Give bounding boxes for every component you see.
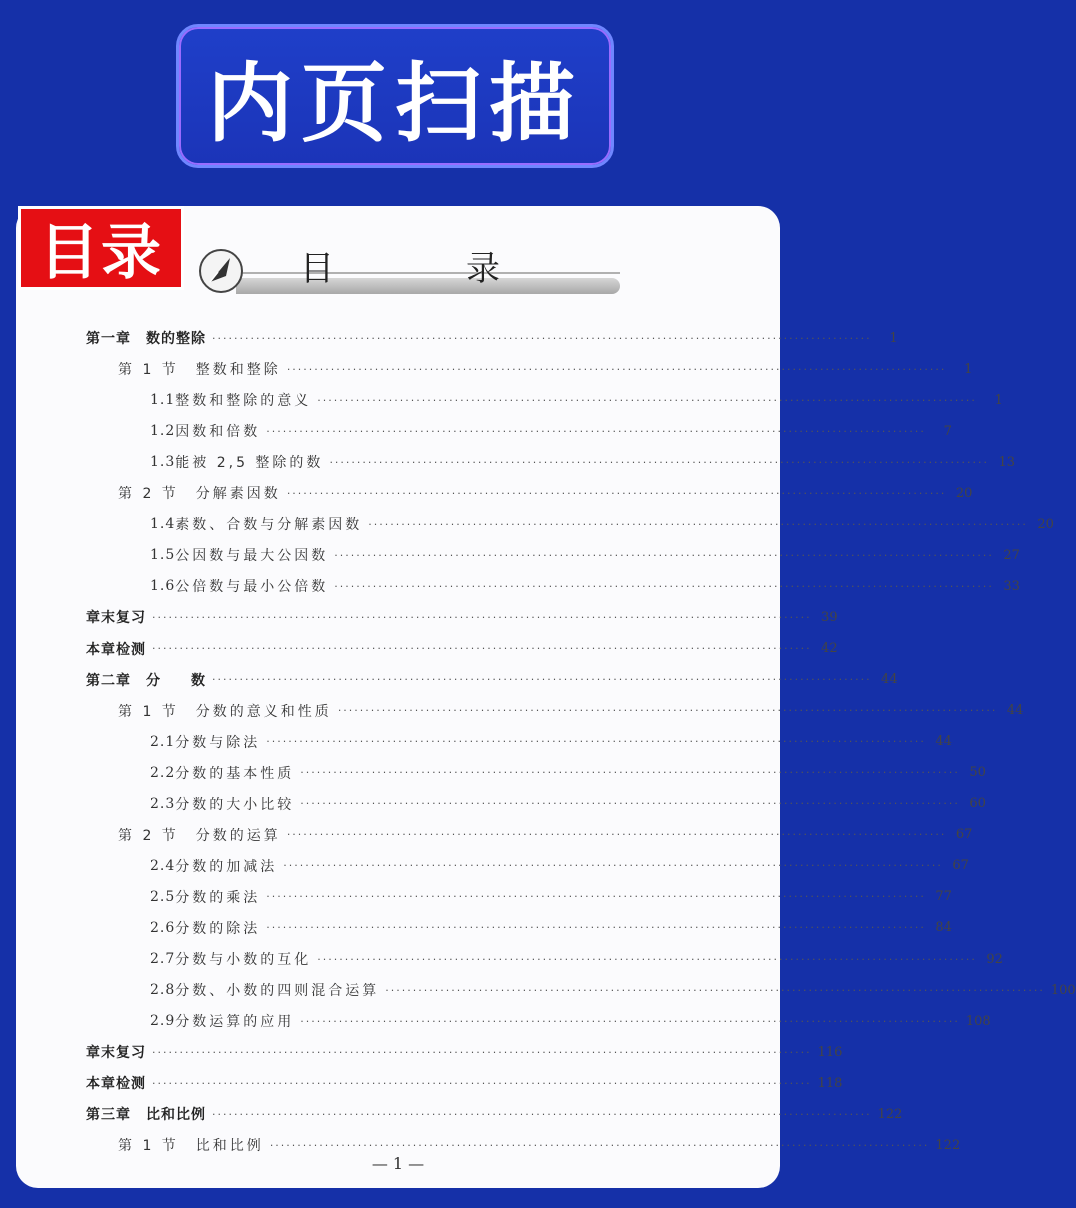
toc-entry-title: 第 2 节 分解素因数	[118, 486, 281, 503]
toc-entry-page: 42	[821, 641, 838, 656]
toc-entry-number: 2.2	[150, 764, 176, 781]
toc-entry-title: 第一章 数的整除	[86, 331, 206, 347]
toc-entry-title: 分数的基本性质	[175, 765, 295, 782]
toc-entry	[118, 825, 973, 845]
toc-entry	[150, 949, 1003, 969]
toc-entry	[150, 421, 952, 441]
table-of-contents	[16, 206, 1076, 1188]
toc-entry	[118, 483, 973, 503]
toc-leader-dots: ························································································································	[266, 735, 926, 749]
toc-entry	[150, 452, 1016, 472]
toc-entry-page: 92	[986, 951, 1003, 967]
toc-entry-number: 1.6	[150, 578, 176, 595]
toc-entry-page: 1	[994, 392, 1003, 408]
toc-leader-dots: ························································································································	[152, 1045, 812, 1059]
toc-entry	[150, 545, 1020, 565]
toc-entry	[86, 328, 898, 348]
toc-entry-title: 第 1 节 分数的意义和性质	[118, 703, 332, 720]
toc-entry	[86, 607, 838, 627]
toc-entry-title: 第 1 节 整数和整除	[118, 362, 281, 379]
toc-leader-dots: ························································································································	[286, 828, 947, 842]
toc-entry-title: 分数的除法	[175, 920, 261, 937]
toc-entry-page: 39	[821, 609, 838, 625]
toc-entry-page: 122	[935, 1137, 961, 1153]
toc-entry-page: 108	[965, 1013, 991, 1029]
toc-heading-char-1: 目	[300, 248, 334, 289]
toc-entry	[150, 514, 1054, 534]
toc-entry-title: 分数与小数的互化	[175, 952, 312, 968]
toc-entry-number: 2.7	[150, 951, 176, 967]
toc-entry-title: 分数运算的应用	[175, 1014, 295, 1031]
toc-entry-title: 分数的乘法	[175, 889, 261, 906]
toc-leader-dots: ························································································································	[286, 362, 947, 376]
toc-entry	[150, 794, 986, 814]
toc-entry	[150, 576, 1020, 596]
toc-entry-title: 章末复习	[86, 1045, 146, 1062]
toc-leader-dots: ························································································································	[283, 859, 943, 873]
toc-entry-page: 77	[935, 889, 952, 905]
toc-entry-number: 2.8	[150, 982, 176, 999]
toc-entry	[150, 390, 1003, 410]
toc-entry-number: 1.2	[150, 423, 176, 440]
toc-entry-page: 7	[943, 423, 952, 439]
toc-entry-page: 118	[817, 1075, 843, 1091]
toc-leader-dots: ························································································································	[300, 766, 960, 780]
toc-leader-dots: ························································································································	[152, 1076, 812, 1090]
toc-entry-title: 第三章 比和比例	[86, 1107, 206, 1124]
toc-entry-page: 44	[881, 672, 898, 688]
section-tag-label: 目录	[39, 218, 163, 288]
toc-entry	[86, 670, 898, 690]
toc-entry-page: 44	[935, 734, 952, 750]
toc-entry	[150, 1011, 991, 1031]
toc-leader-dots: ························································································································	[266, 921, 926, 935]
toc-entry-page: 20	[1037, 516, 1054, 532]
toc-entry-title: 章末复习	[86, 610, 146, 627]
toc-leader-dots: ························································································································	[269, 1138, 930, 1152]
toc-entry	[86, 1104, 903, 1124]
toc-entry-title: 第 2 节 分数的运算	[118, 827, 281, 844]
toc-entry	[118, 701, 1024, 721]
toc-entry-page: 13	[998, 454, 1016, 470]
toc-entry-number: 2.4	[150, 857, 176, 874]
toc-entry	[150, 856, 969, 876]
toc-entry	[150, 887, 952, 907]
toc-entry-title: 本章检测	[86, 1076, 146, 1093]
toc-entry-page: 33	[1003, 578, 1020, 594]
toc-leader-dots: ························································································································	[300, 1014, 960, 1028]
toc-entry-number: 2.9	[150, 1013, 176, 1030]
toc-entry-title: 第 1 节 比和比例	[118, 1138, 264, 1155]
toc-entry-title: 能被 2,5 整除的数	[175, 455, 324, 472]
toc-entry	[86, 1042, 843, 1062]
toc-entry-title: 因数和倍数	[175, 424, 261, 441]
toc-entry-page: 100	[1050, 982, 1076, 998]
toc-entry-number: 2.6	[150, 919, 176, 936]
toc-entry	[86, 1073, 843, 1093]
toc-leader-dots: ························································································································	[317, 393, 977, 407]
toc-entry	[150, 980, 1076, 1000]
toc-entry-title: 分数的加减法	[175, 858, 278, 875]
toc-leader-dots: ························································································································	[385, 983, 1045, 997]
toc-entry-title: 分数的大小比较	[175, 796, 295, 813]
banner-title: 内页扫描	[207, 54, 583, 154]
toc-leader-dots: ························································································································	[152, 642, 812, 655]
toc-leader-dots: ························································································································	[212, 1107, 872, 1121]
toc-entry	[150, 732, 952, 752]
toc-leader-dots: ························································································································	[317, 952, 977, 966]
toc-leader-dots: ························································································································	[337, 704, 998, 718]
banner	[176, 24, 614, 168]
toc-leader-dots: ························································································································	[152, 610, 812, 624]
toc-entry-title: 分数、小数的四则混合运算	[175, 983, 380, 1000]
toc-entry-page: 122	[877, 1106, 903, 1122]
toc-entry-number: 2.5	[150, 888, 176, 905]
toc-entry-page: 20	[955, 485, 973, 501]
toc-leader-dots: ························································································································	[266, 424, 926, 438]
toc-entry-number: 1.4	[150, 516, 176, 533]
page-number: — 1 —	[371, 1154, 425, 1173]
toc-entry-title: 整数和整除的意义	[175, 393, 312, 410]
toc-entry-page: 84	[935, 920, 952, 936]
toc-leader-dots: ························································································································	[212, 673, 872, 687]
toc-leader-dots: ························································································································	[286, 486, 947, 500]
toc-entry-page: 67	[952, 858, 969, 874]
toc-entry-title: 分数与除法	[175, 734, 261, 751]
toc-heading-char-2: 录	[466, 248, 500, 289]
toc-entry-page: 50	[969, 765, 986, 781]
toc-entry-page: 1	[889, 330, 898, 346]
toc-leader-dots: ························································································································	[334, 548, 994, 562]
toc-entry	[118, 1135, 961, 1155]
toc-entry	[86, 639, 838, 659]
toc-entry	[118, 359, 973, 379]
toc-entry	[150, 918, 952, 938]
toc-entry-page: 67	[955, 827, 973, 843]
toc-entry-page: 1	[964, 361, 973, 377]
toc-entry-title: 第二章 分 数	[86, 672, 206, 689]
toc-entry-number: 2.3	[150, 795, 176, 812]
toc-entry-title: 公倍数与最小公倍数	[175, 579, 329, 596]
toc-leader-dots: ························································································································	[329, 455, 990, 469]
toc-leader-dots: ························································································································	[334, 579, 994, 593]
toc-entry-number: 1.1	[150, 392, 176, 409]
toc-entry-title: 本章检测	[86, 641, 146, 658]
toc-entry-number: 1.3	[150, 454, 176, 471]
toc-entry-page: 44	[1006, 703, 1024, 719]
document-page	[16, 206, 1076, 1188]
toc-entry	[150, 763, 986, 783]
toc-entry-number: 2.1	[150, 733, 176, 750]
toc-entry-page: 27	[1003, 547, 1020, 563]
toc-leader-dots: ························································································································	[300, 797, 960, 811]
toc-leader-dots: ························································································································	[368, 517, 1028, 531]
toc-leader-dots: ························································································································	[212, 331, 872, 345]
toc-entry-title: 公因数与最大公因数	[175, 548, 329, 565]
toc-entry-page: 60	[969, 796, 986, 812]
toc-entry-number: 1.5	[150, 547, 176, 564]
toc-entry-title: 素数、合数与分解素因数	[175, 517, 363, 534]
toc-leader-dots: ························································································································	[266, 890, 926, 904]
toc-entry-page: 116	[817, 1044, 843, 1060]
